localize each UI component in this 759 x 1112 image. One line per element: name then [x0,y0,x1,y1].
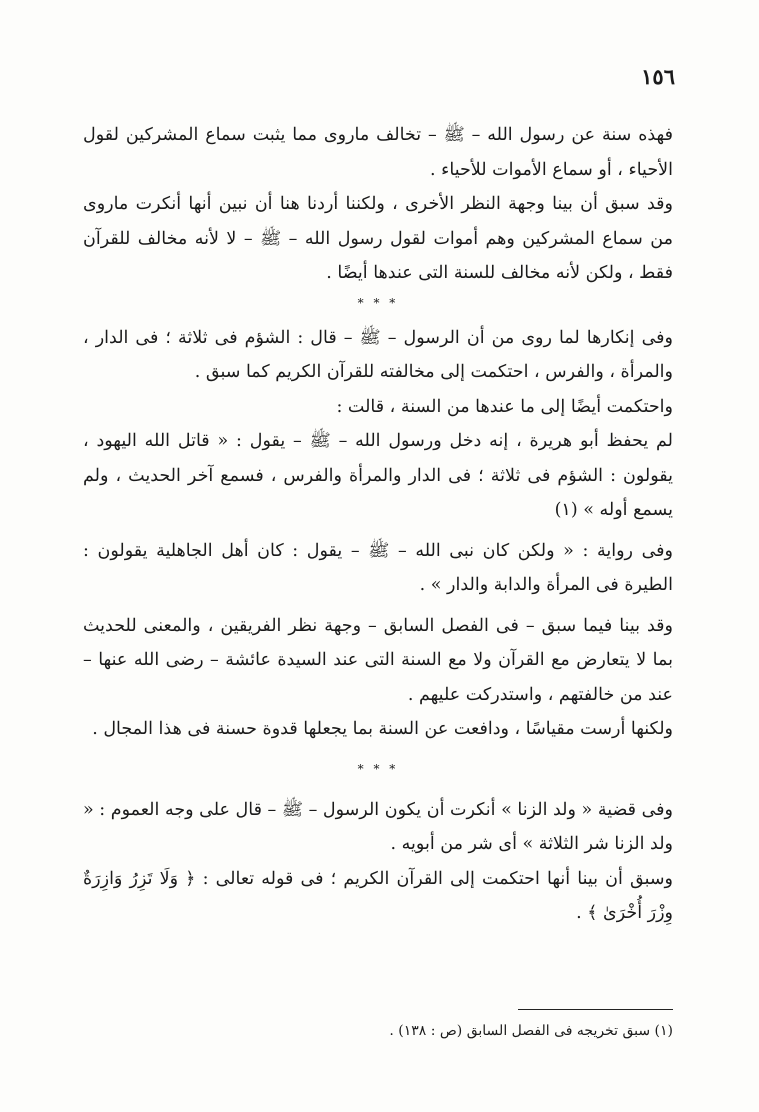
section-separator: * * * [357,295,399,310]
paragraph: وفى قضية « ولد الزنا » أنكرت أن يكون الرسول – ﷺ – قال على وجه العموم : « ولد الزنا شر الثلاثة » أى شر من أبويه . [83,799,673,854]
paragraph: لم يحفظ أبو هريرة ، إنه دخل ورسول الله – ﷺ – يقول : « قاتل الله اليهود ، يقولون : الشؤم فى ثلاثة ؛ فى الدار والمرأة والفرس ، فسمع آخر الحديث ، ولم يسمع أوله » (١) [83,431,673,520]
paragraph: وقد بينا فيما سبق – فى الفصل السابق – وجهة نظر الفريقين ، والمعنى للحديث بما لا يتعارض مع القرآن ولا مع السنة التى عند السيدة عائشة – رضى الله عنها – عند من خالفتهم ، واستدركت عليهم . [83,615,673,705]
paragraph: وقد سبق أن بينا وجهة النظر الأخرى ، ولكننا أردنا هنا أن نبين أنها أنكرت ماروى من سماع المشركين وهم أموات لقول رسول الله – ﷺ – لا لأنه مخالف للقرآن فقط ، ولكن لأنه مخالف للسنة التى عندها أيضًا . [83,194,673,283]
page-number: ١٥٦ [641,64,675,89]
paragraph: واحتكمت أيضًا إلى ما عندها من السنة ، قالت : [336,396,673,417]
paragraph: وسبق أن بينا أنها احتكمت إلى القرآن الكريم ؛ فى قوله تعالى : ﴿ وَلَا تَزِرُ وَازِرَةٌ وِزْرَ أُخْرَىٰ ﴾ . [83,868,673,923]
paragraph: ولكنها أرست مقياسًا ، ودافعت عن السنة بما يجعلها قدوة حسنة فى هذا المجال . [92,719,673,739]
paragraph: وفى إنكارها لما روى من أن الرسول – ﷺ – قال : الشؤم فى ثلاثة ؛ فى الدار ، والمرأة ، والفرس ، احتكمت إلى مخالفته للقرآن الكريم كما سبق . [83,327,673,382]
section-separator: * * * [357,761,399,776]
paragraph: وفى رواية : « ولكن كان نبى الله – ﷺ – يقول : كان أهل الجاهلية يقولون : الطيرة فى المرأة والدابة والدار » . [83,540,673,595]
footnote-divider [518,1009,673,1010]
footnote: (١) سبق تخريجه فى الفصل السابق (ص : ١٣٨) . [389,1023,673,1039]
paragraph: فهذه سنة عن رسول الله – ﷺ – تخالف ماروى مما يثبت سماع المشركين لقول الأحياء ، أو سماع الأموات للأحياء . [83,125,673,180]
body-text [83,118,673,931]
